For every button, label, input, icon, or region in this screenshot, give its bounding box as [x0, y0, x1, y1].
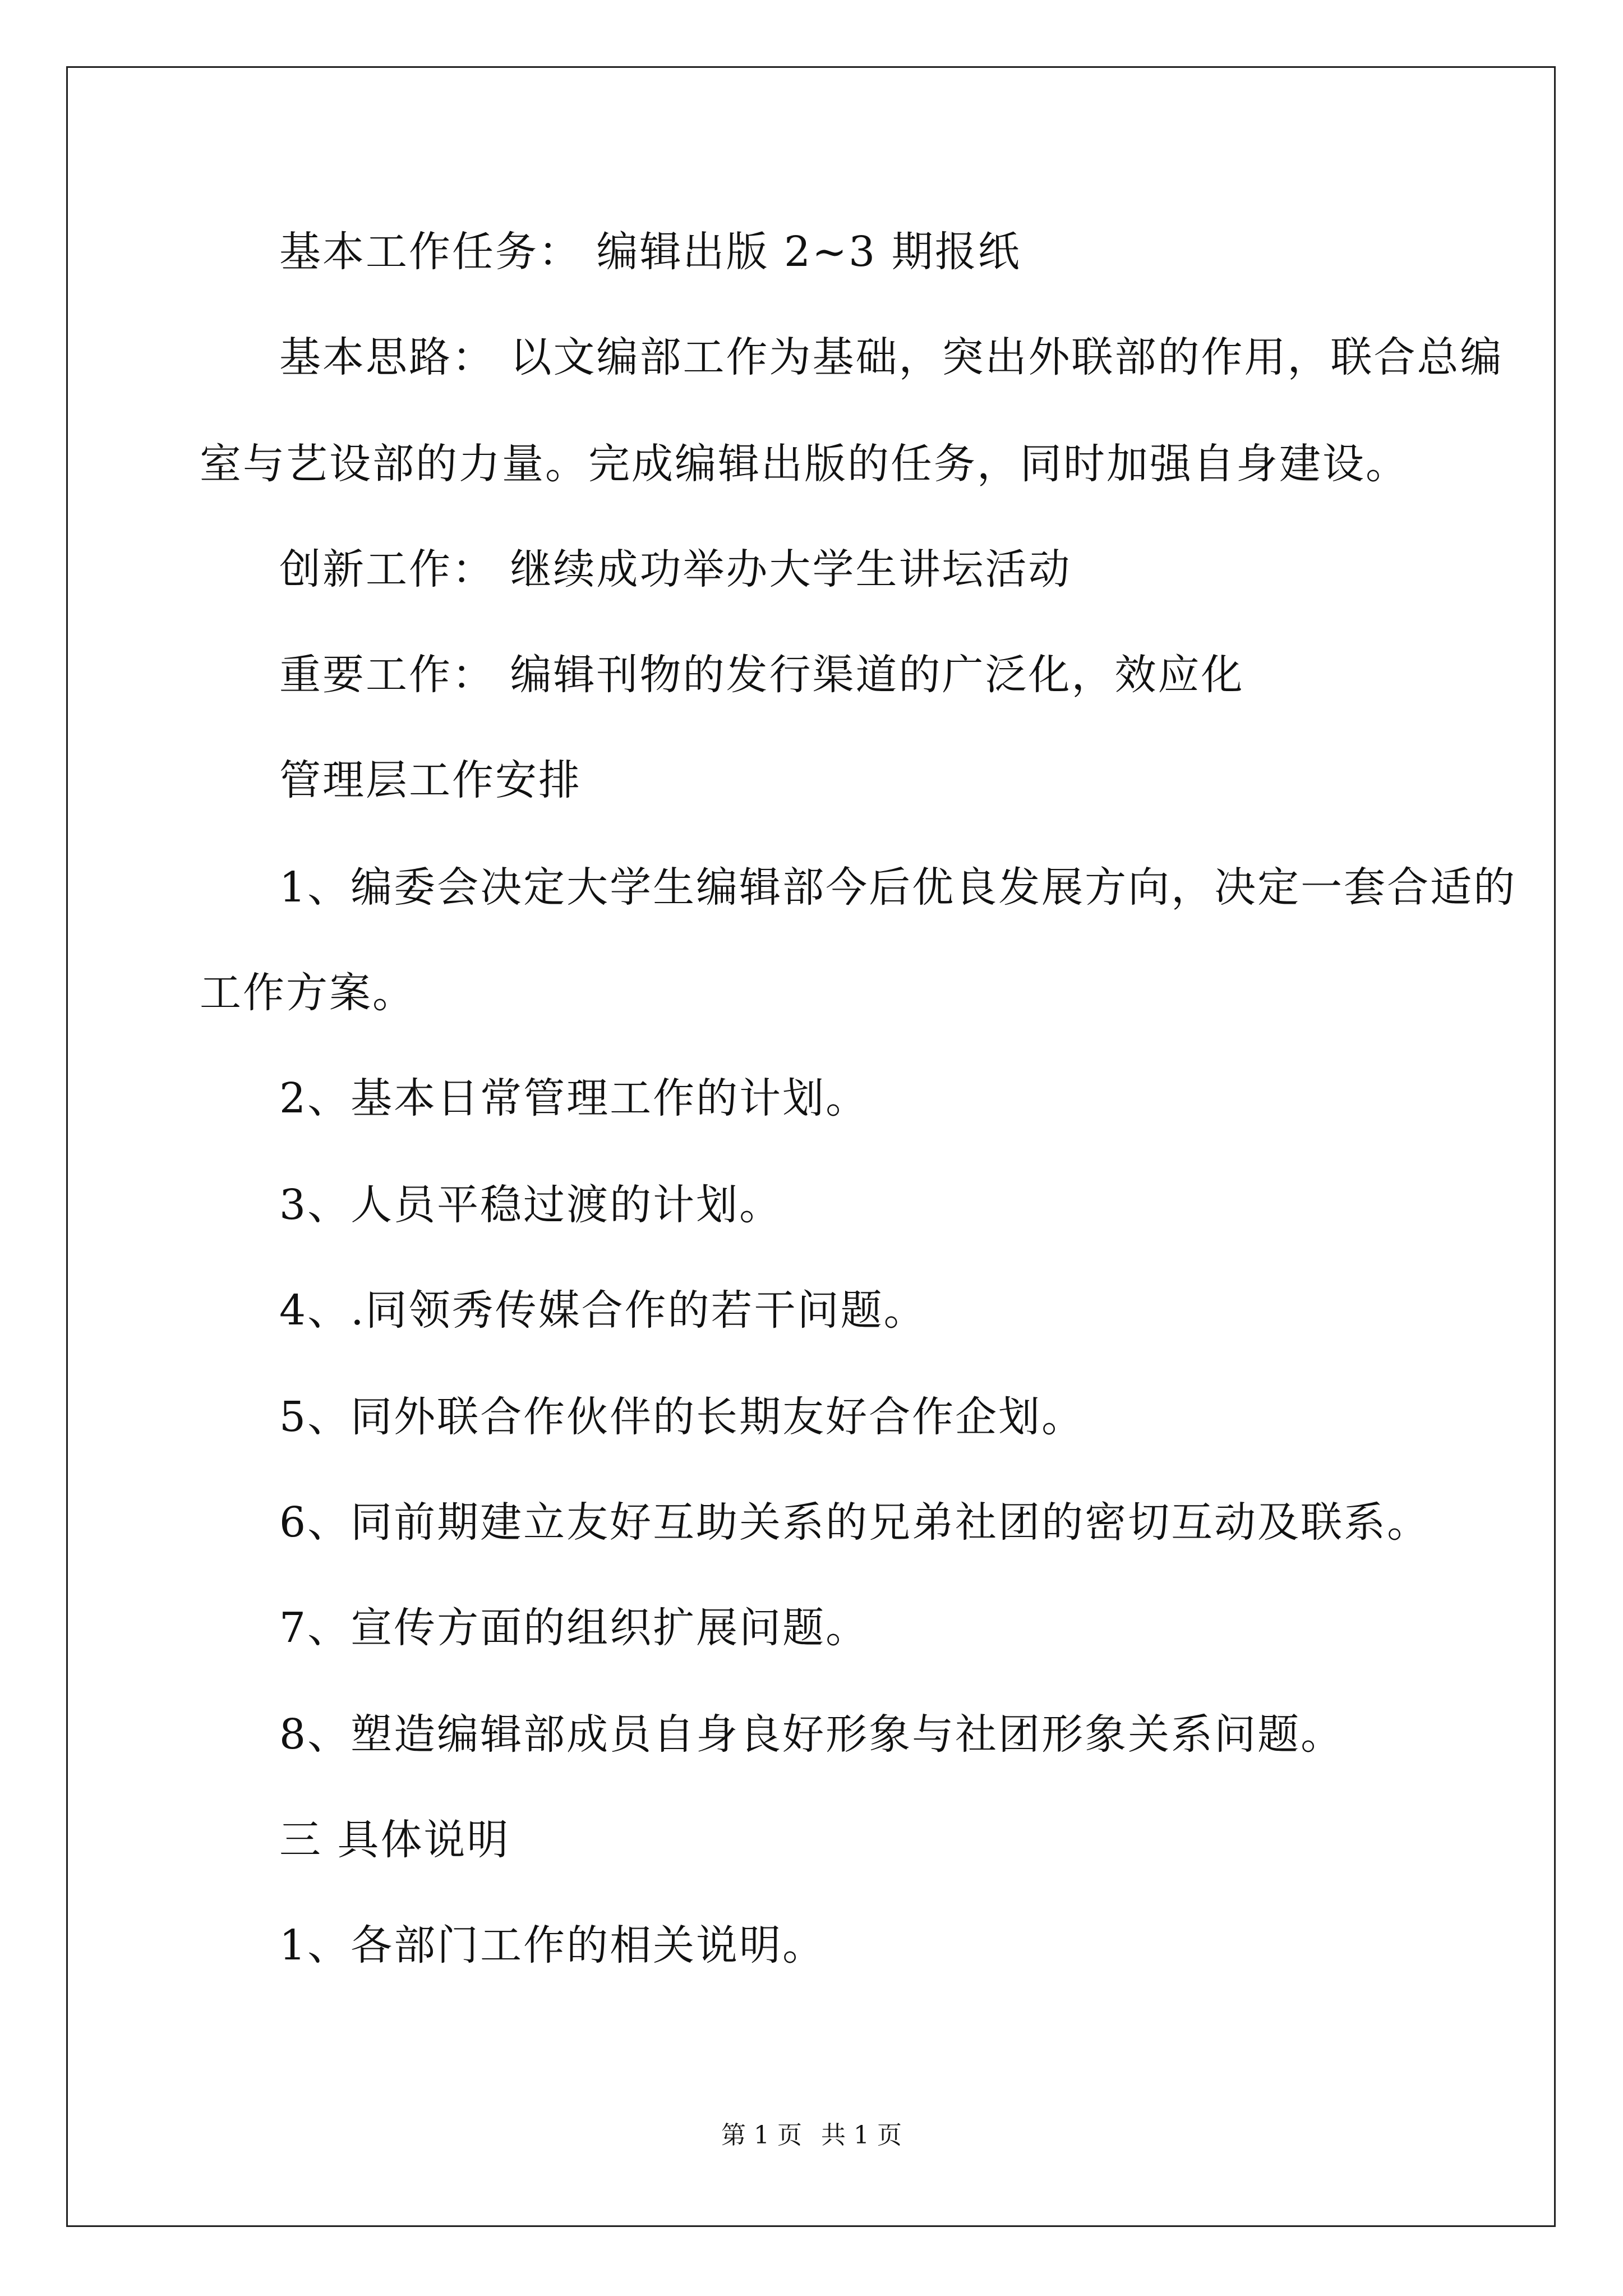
text-line: 创新工作： 继续成功举办大学生讲坛活动 — [279, 545, 1072, 593]
page-border — [66, 66, 1556, 2227]
text-line: 基本工作任务： 编辑出版 2~3 期报纸 — [279, 228, 1021, 276]
section-heading: 管理层工作安排 — [279, 756, 582, 804]
page-number: 第 1 页 — [721, 2121, 802, 2150]
text-line: 基本思路： 以文编部工作为基础，突出外联部的作用，联合总编 — [279, 333, 1504, 381]
list-item: 8、塑造编辑部成员自身良好形象与社团形象关系问题。 — [279, 1710, 1344, 1759]
list-item: 5、同外联合作伙伴的长期友好合作企划。 — [279, 1393, 1085, 1441]
list-item: 1、各部门工作的相关说明。 — [279, 1921, 826, 1970]
list-item: 7、宣传方面的组织扩展问题。 — [279, 1604, 869, 1652]
list-item: 1、编委会决定大学生编辑部今后优良发展方向，决定一套合适的 — [279, 863, 1517, 912]
list-item: 6、同前期建立友好互助关系的兄弟社团的密切互动及联系。 — [279, 1498, 1431, 1547]
text-line: 室与艺设部的力量。完成编辑出版的任务，同时加强自身建设。 — [200, 440, 1409, 488]
list-item: 4、.同领秀传媒合作的若干问题。 — [279, 1286, 927, 1335]
page-total: 共 1 页 — [821, 2121, 902, 2150]
text-line: 重要工作： 编辑刊物的发行渠道的广泛化，效应化 — [279, 651, 1244, 699]
list-item: 3、人员平稳过渡的计划。 — [279, 1181, 783, 1229]
section-heading: 三 具体说明 — [279, 1816, 510, 1864]
page-footer — [0, 2123, 1623, 2148]
list-item: 2、基本日常管理工作的计划。 — [279, 1074, 869, 1122]
list-item: 工作方案。 — [200, 969, 416, 1017]
